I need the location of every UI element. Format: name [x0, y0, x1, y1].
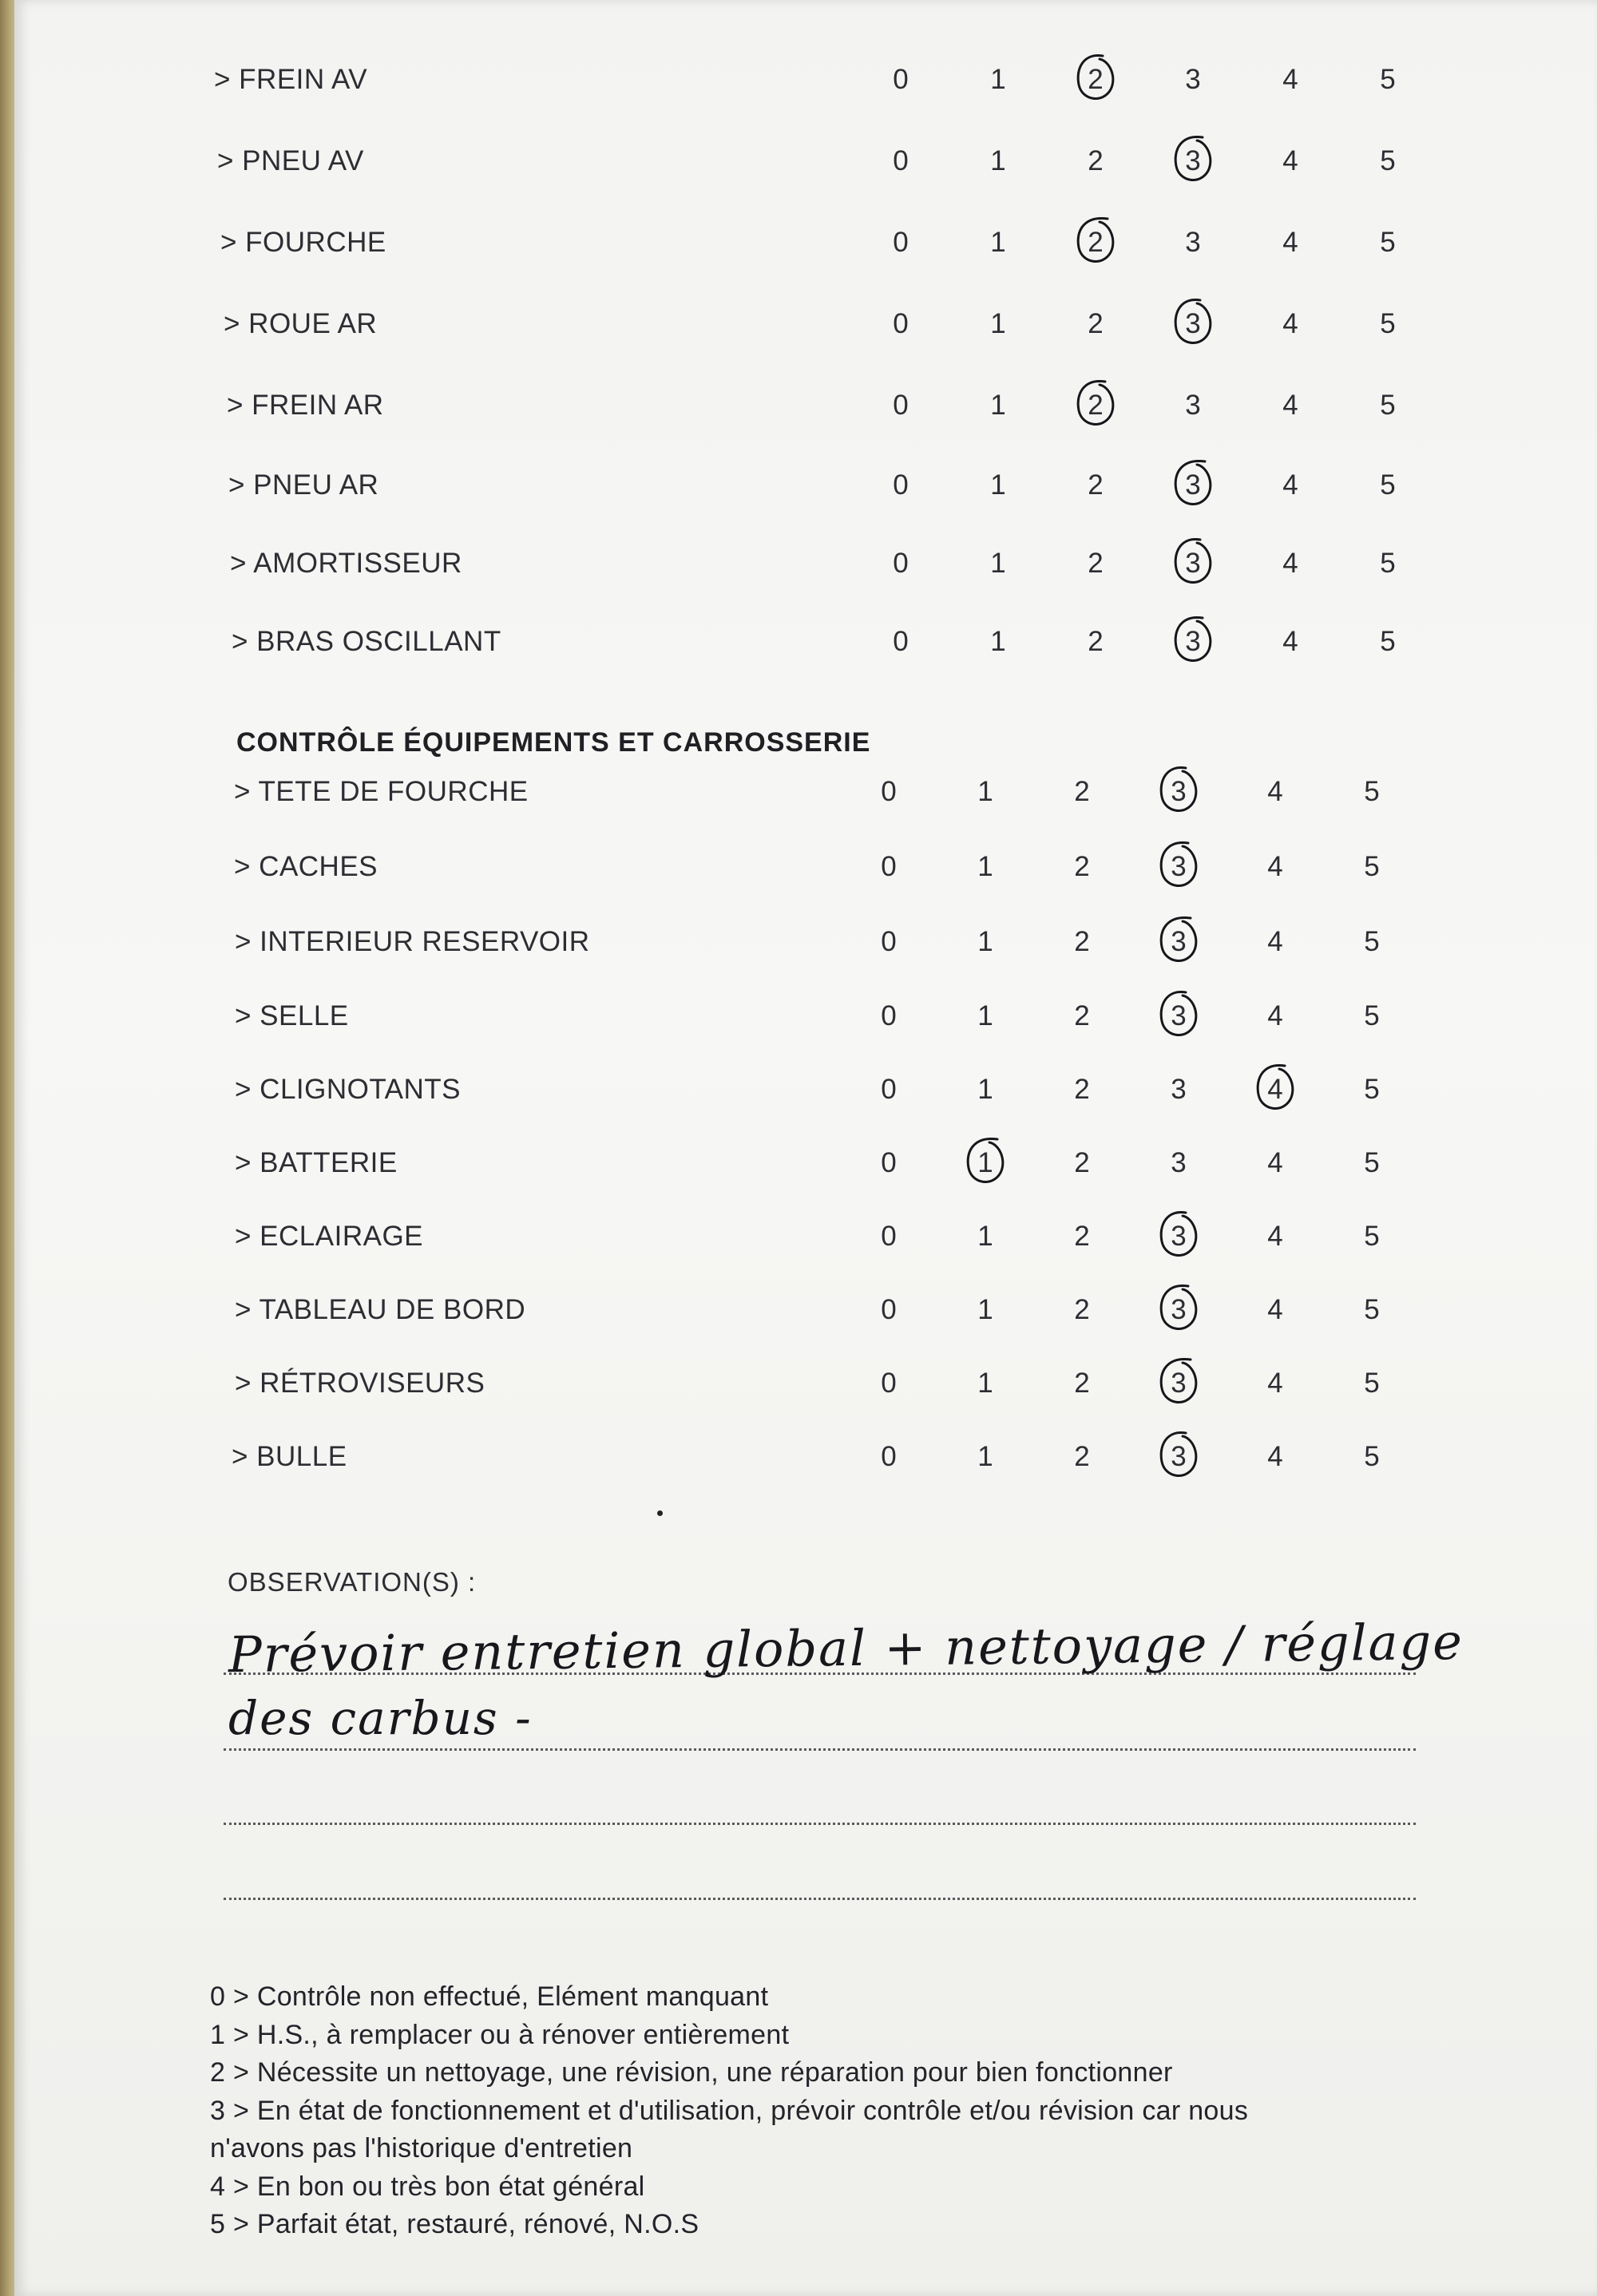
score-option-1[interactable]: 1	[990, 227, 1006, 258]
checklist-row	[14, 918, 1597, 966]
selected-score-circle	[1068, 51, 1123, 109]
score-option-3[interactable]: 3	[1185, 308, 1201, 339]
selected-score-circle	[1165, 535, 1221, 592]
score-option-3[interactable]: 3	[1171, 1074, 1187, 1105]
checklist-row	[14, 1286, 1597, 1334]
score-option-3[interactable]: 3	[1171, 1368, 1187, 1399]
score-option-5[interactable]: 5	[1364, 1441, 1380, 1472]
row-label: > ECLAIRAGE	[235, 1221, 424, 1252]
observation-line-4	[224, 1898, 1416, 1900]
score-option-4[interactable]: 4	[1267, 1221, 1283, 1252]
score-option-1[interactable]: 1	[990, 145, 1006, 176]
row-label: > ROUE AR	[224, 308, 378, 339]
score-option-5[interactable]: 5	[1380, 469, 1396, 501]
ink-speck	[657, 1510, 663, 1516]
row-label: > BATTERIE	[235, 1147, 398, 1178]
score-option-5[interactable]: 5	[1364, 926, 1380, 957]
row-label: > FREIN AV	[214, 64, 368, 95]
legend-item-3-continued: n'avons pas l'historique d'entretien	[210, 2133, 633, 2163]
checklist-row	[14, 382, 1597, 430]
checklist-row	[14, 768, 1597, 816]
checklist-row	[14, 992, 1597, 1040]
score-option-0[interactable]: 0	[881, 851, 897, 882]
selected-score-circle	[1165, 613, 1221, 671]
row-label: > CLIGNOTANTS	[235, 1074, 461, 1105]
score-option-4[interactable]: 4	[1267, 1441, 1283, 1472]
score-option-2[interactable]: 2	[1088, 469, 1104, 501]
score-option-4[interactable]: 4	[1267, 1368, 1283, 1399]
score-option-0[interactable]: 0	[893, 64, 909, 95]
score-option-3[interactable]: 3	[1171, 851, 1187, 882]
row-label: > AMORTISSEUR	[230, 548, 462, 579]
checklist-row	[14, 56, 1597, 104]
score-option-5[interactable]: 5	[1364, 1000, 1380, 1031]
score-option-4[interactable]: 4	[1282, 548, 1298, 579]
score-option-0[interactable]: 0	[893, 469, 909, 501]
score-option-0[interactable]: 0	[881, 1441, 897, 1472]
section-title: CONTRÔLE ÉQUIPEMENTS ET CARROSSERIE	[236, 727, 871, 758]
score-option-4[interactable]: 4	[1267, 1147, 1283, 1178]
score-option-4[interactable]: 4	[1282, 469, 1298, 501]
score-option-1[interactable]: 1	[990, 390, 1006, 421]
score-option-0[interactable]: 0	[881, 776, 897, 807]
score-option-5[interactable]: 5	[1364, 776, 1380, 807]
row-label: > TETE DE FOURCHE	[234, 776, 529, 807]
score-option-5[interactable]: 5	[1364, 1221, 1380, 1252]
score-option-5[interactable]: 5	[1380, 227, 1396, 258]
score-option-0[interactable]: 0	[881, 1294, 897, 1325]
score-option-1[interactable]: 1	[977, 1221, 993, 1252]
score-option-1[interactable]: 1	[977, 1441, 993, 1472]
observations-label: OBSERVATION(S) :	[228, 1567, 477, 1597]
score-option-1[interactable]: 1	[977, 1368, 993, 1399]
score-option-4[interactable]: 4	[1282, 227, 1298, 258]
score-option-2[interactable]: 2	[1074, 926, 1090, 957]
score-option-1[interactable]: 1	[977, 1000, 993, 1031]
score-option-5[interactable]: 5	[1364, 1074, 1380, 1105]
score-option-5[interactable]: 5	[1364, 1294, 1380, 1325]
selected-score-circle	[1151, 1428, 1207, 1486]
score-option-2[interactable]: 2	[1088, 227, 1104, 258]
score-option-1[interactable]: 1	[977, 1074, 993, 1105]
score-option-4[interactable]: 4	[1267, 1294, 1283, 1325]
checklist-row	[14, 618, 1597, 666]
row-label: > BULLE	[232, 1441, 347, 1472]
row-label: > RÉTROVISEURS	[235, 1368, 485, 1399]
score-option-0[interactable]: 0	[893, 390, 909, 421]
row-label: > FREIN AR	[227, 390, 384, 421]
score-option-2[interactable]: 2	[1074, 1147, 1090, 1178]
score-option-3[interactable]: 3	[1185, 469, 1201, 501]
checklist-row	[14, 137, 1597, 185]
score-option-2[interactable]: 2	[1088, 390, 1104, 421]
selected-score-circle	[1247, 1061, 1303, 1118]
score-option-2[interactable]: 2	[1088, 145, 1104, 176]
score-option-1[interactable]: 1	[990, 64, 1006, 95]
score-option-2[interactable]: 2	[1088, 548, 1104, 579]
score-option-2[interactable]: 2	[1074, 1294, 1090, 1325]
row-label: > FOURCHE	[220, 227, 386, 258]
score-option-0[interactable]: 0	[881, 1221, 897, 1252]
checklist-row	[14, 1213, 1597, 1261]
handwritten-observation-1: Prévoir entretien global + nettoyage / réglage	[228, 1612, 1464, 1684]
handwritten-observation-2: des carbus -	[228, 1691, 533, 1745]
row-label: > CACHES	[234, 851, 378, 882]
selected-score-circle	[1151, 838, 1207, 896]
score-option-3[interactable]: 3	[1171, 776, 1187, 807]
score-option-1[interactable]: 1	[977, 926, 993, 957]
selected-score-circle	[1068, 377, 1123, 434]
legend-item-4: 4 > En bon ou très bon état général	[210, 2171, 645, 2202]
score-option-5[interactable]: 5	[1364, 1368, 1380, 1399]
score-option-0[interactable]: 0	[893, 145, 909, 176]
selected-score-circle	[1151, 763, 1207, 821]
checklist-row	[14, 540, 1597, 588]
score-option-2[interactable]: 2	[1074, 1441, 1090, 1472]
score-option-0[interactable]: 0	[893, 626, 909, 657]
score-option-5[interactable]: 5	[1380, 626, 1396, 657]
score-option-3[interactable]: 3	[1171, 926, 1187, 957]
score-option-3[interactable]: 3	[1171, 1441, 1187, 1472]
score-option-4[interactable]: 4	[1267, 926, 1283, 957]
checklist-row	[14, 1066, 1597, 1114]
row-label: > TABLEAU DE BORD	[235, 1294, 526, 1325]
selected-score-circle	[1151, 1355, 1207, 1412]
score-option-4[interactable]: 4	[1267, 1000, 1283, 1031]
score-option-4[interactable]: 4	[1267, 851, 1283, 882]
score-option-2[interactable]: 2	[1088, 64, 1104, 95]
score-option-5[interactable]: 5	[1364, 1147, 1380, 1178]
score-option-2[interactable]: 2	[1074, 1368, 1090, 1399]
legend-item-3: 3 > En état de fonctionnement et d'utilisation, prévoir contrôle et/ou révision car nous	[210, 2095, 1249, 2126]
checklist-row	[14, 461, 1597, 509]
row-label: > PNEU AR	[228, 469, 379, 501]
selected-score-circle	[957, 1134, 1013, 1192]
score-option-0[interactable]: 0	[893, 548, 909, 579]
score-option-3[interactable]: 3	[1171, 1000, 1187, 1031]
score-option-2[interactable]: 2	[1074, 776, 1090, 807]
score-option-4[interactable]: 4	[1282, 626, 1298, 657]
row-label: > SELLE	[235, 1000, 349, 1031]
legend-item-1: 1 > H.S., à remplacer ou à rénover entièrement	[210, 2019, 790, 2050]
score-option-5[interactable]: 5	[1380, 390, 1396, 421]
inspection-sheet	[14, 0, 1597, 2296]
score-option-1[interactable]: 1	[977, 776, 993, 807]
score-option-0[interactable]: 0	[893, 308, 909, 339]
score-option-4[interactable]: 4	[1282, 145, 1298, 176]
checklist-row	[14, 843, 1597, 891]
score-option-3[interactable]: 3	[1185, 64, 1201, 95]
score-option-0[interactable]: 0	[881, 1147, 897, 1178]
row-label: > BRAS OSCILLANT	[232, 626, 501, 657]
observation-line-3	[224, 1823, 1416, 1825]
score-option-0[interactable]: 0	[881, 926, 897, 957]
score-option-3[interactable]: 3	[1185, 145, 1201, 176]
selected-score-circle	[1151, 913, 1207, 971]
score-option-5[interactable]: 5	[1380, 548, 1396, 579]
score-option-2[interactable]: 2	[1088, 308, 1104, 339]
score-option-3[interactable]: 3	[1185, 548, 1201, 579]
checklist-row	[14, 300, 1597, 348]
score-option-1[interactable]: 1	[977, 1147, 993, 1178]
legend-item-2: 2 > Nécessite un nettoyage, une révision, une réparation pour bien fonctionner	[210, 2057, 1173, 2088]
selected-score-circle	[1151, 1208, 1207, 1265]
score-option-1[interactable]: 1	[990, 469, 1006, 501]
row-label: > PNEU AV	[217, 145, 364, 176]
score-option-5[interactable]: 5	[1380, 308, 1396, 339]
selected-score-circle	[1165, 133, 1221, 190]
score-option-4[interactable]: 4	[1267, 776, 1283, 807]
score-option-5[interactable]: 5	[1380, 145, 1396, 176]
selected-score-circle	[1151, 1281, 1207, 1339]
score-option-2[interactable]: 2	[1074, 851, 1090, 882]
checklist-row	[14, 1433, 1597, 1481]
score-option-3[interactable]: 3	[1185, 227, 1201, 258]
selected-score-circle	[1165, 457, 1221, 514]
selected-score-circle	[1151, 988, 1207, 1045]
score-option-0[interactable]: 0	[893, 227, 909, 258]
score-option-2[interactable]: 2	[1074, 1074, 1090, 1105]
score-option-0[interactable]: 0	[881, 1000, 897, 1031]
score-option-1[interactable]: 1	[990, 548, 1006, 579]
score-option-2[interactable]: 2	[1074, 1221, 1090, 1252]
score-option-1[interactable]: 1	[990, 308, 1006, 339]
score-option-3[interactable]: 3	[1171, 1147, 1187, 1178]
score-option-4[interactable]: 4	[1282, 390, 1298, 421]
score-option-0[interactable]: 0	[881, 1074, 897, 1105]
checklist-row	[14, 1139, 1597, 1187]
score-option-1[interactable]: 1	[977, 1294, 993, 1325]
score-option-5[interactable]: 5	[1364, 851, 1380, 882]
score-option-2[interactable]: 2	[1074, 1000, 1090, 1031]
score-option-2[interactable]: 2	[1088, 626, 1104, 657]
selected-score-circle	[1165, 295, 1221, 353]
score-option-4[interactable]: 4	[1282, 308, 1298, 339]
selected-score-circle	[1068, 214, 1123, 271]
score-option-5[interactable]: 5	[1380, 64, 1396, 95]
observation-line-2	[224, 1748, 1416, 1751]
score-option-3[interactable]: 3	[1185, 390, 1201, 421]
score-option-3[interactable]: 3	[1171, 1294, 1187, 1325]
score-option-4[interactable]: 4	[1282, 64, 1298, 95]
row-label: > INTERIEUR RESERVOIR	[235, 926, 590, 957]
checklist-row	[14, 219, 1597, 267]
score-legend	[210, 1978, 1456, 2244]
legend-item-0: 0 > Contrôle non effectué, Elément manquant	[210, 1981, 769, 2012]
legend-item-5: 5 > Parfait état, restauré, rénové, N.O.S	[210, 2209, 699, 2239]
score-option-3[interactable]: 3	[1185, 626, 1201, 657]
score-option-0[interactable]: 0	[881, 1368, 897, 1399]
score-option-4[interactable]: 4	[1267, 1074, 1283, 1105]
score-option-1[interactable]: 1	[990, 626, 1006, 657]
score-option-1[interactable]: 1	[977, 851, 993, 882]
checklist-row	[14, 1360, 1597, 1407]
score-option-3[interactable]: 3	[1171, 1221, 1187, 1252]
